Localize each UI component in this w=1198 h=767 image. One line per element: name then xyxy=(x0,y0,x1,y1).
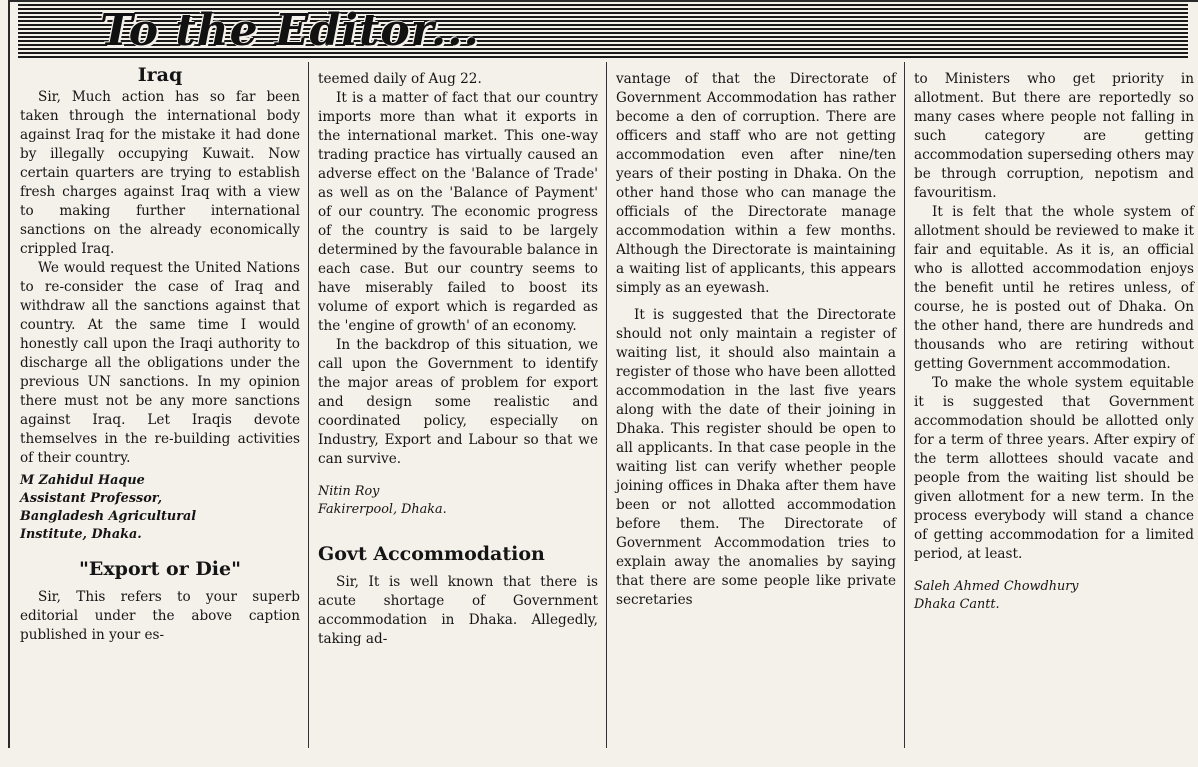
signature-line: Institute, Dhaka. xyxy=(20,527,142,542)
signature-name: Nitin Roy xyxy=(318,484,380,499)
column-divider xyxy=(308,62,309,748)
letter-paragraph: To make the whole system equitable it is suggested that Government accommodation should be allotted only for a term of three years. After expiry of the term allottees should vacate and people from the waiting list should be given allotment for a new term. In the process everybody will stand a chance of getting accommodation for a limited period, at least. xyxy=(914,375,1194,562)
signature-line: Assistant Professor, xyxy=(20,491,163,506)
signature-line: Fakirerpool, Dhaka. xyxy=(318,502,447,517)
letter-paragraph: In the backdrop of this situation, we call upon the Government to identify the major areas of problem for export and design some realistic and coordinated policy, especially on Industry, Export and Labour so that we can survive. xyxy=(318,337,598,467)
signature-name: Saleh Ahmed Chowdhury xyxy=(914,579,1079,594)
letter-paragraph: teemed daily of Aug 22. xyxy=(318,71,482,87)
letter-paragraph: It is suggested that the Directorate should not only maintain a register of waiting list, it should also maintain a register of those who have been allotted accommodation in the last five years along with the date of their joining in Dhaka. This register should be open to all applicants. In that case people in the waiting list can verify whether people joining offices in Dhaka after them have been or not allotted accommodation before them. The Directorate of Government Accommodation tries to explain away the anomalies by saying that there are some people like private secretaries xyxy=(616,307,896,608)
letter-paragraph: It is a matter of fact that our country imports more than what it exports in the international market. This one-way trading practice has virtually caused an adverse effect on the 'Balance of Trade' as well as on the 'Balance of Payment' of our country. The economic progress of the country is said to be largely determined by the favourable balance in each case. But our country seems to have miserably failed to boost its volume of export which is regarded as the 'engine of growth' of an economy. xyxy=(318,90,598,334)
column-1 xyxy=(20,62,300,645)
column-4 xyxy=(914,70,1194,614)
letter-headline-iraq: Iraq xyxy=(137,64,183,86)
signature-line: Bangladesh Agricultural xyxy=(20,509,197,524)
letter-headline-govt-accommodation: Govt Accommodation xyxy=(318,543,545,565)
column-3 xyxy=(616,70,896,610)
section-title: To the Editor... xyxy=(100,5,480,56)
signature-block xyxy=(914,578,1194,614)
signature-line: Dhaka Cantt. xyxy=(914,597,1000,612)
section-banner xyxy=(18,4,1188,58)
letter-paragraph: Sir, Much action has so far been taken through the international body against Iraq for the mistake it had done by illegally occupying Kuwait. Now certain quarters are trying to establish fresh charges against Iraq with a view to making further international sanctions on the already economically crippled Iraq. xyxy=(20,89,300,257)
letter-paragraph: Sir, It is well known that there is acute shortage of Government accommodation in Dhaka. Allegedly, taking ad- xyxy=(318,574,598,647)
top-rule xyxy=(8,0,1198,2)
letter-paragraph: It is felt that the whole system of allotment should be reviewed to make it fair and equitable. As it is, an official who is allotted accommodation enjoys the benefit until he retires unless, of course, he is posted out of Dhaka. On the other hand, there are hundreds and thousands who are retiring without getting Government accommodation. xyxy=(914,204,1194,372)
signature-block xyxy=(20,472,300,544)
letter-paragraph: vantage of that the Directorate of Government Accommodation has rather become a den of corruption. There are officers and staff who are not getting accommodation even after nine/ten years of their posting in Dhaka. On the other hand those who can manage the officials of the Directorate manage accommodation within a few months. Although the Directorate is maintaining a waiting list of applicants, this appears simply as an eyewash. xyxy=(616,71,896,296)
signature-name: M Zahidul Haque xyxy=(20,473,145,488)
letter-headline-export-or-die: "Export or Die" xyxy=(78,558,242,580)
column-divider xyxy=(606,62,607,748)
column-divider xyxy=(904,62,905,748)
signature-block xyxy=(318,483,598,519)
left-rule xyxy=(8,0,10,748)
letter-paragraph: We would request the United Nations to re-consider the case of Iraq and withdraw all the sanctions against that country. At the same time I would honestly call upon the Iraqi authority to discharge all the obligations under the previous UN sanctions. In my opinion there must not be any more sanctions against Iraq. Let Iraqis devote themselves in the re-building activities of their country. xyxy=(20,260,300,466)
letter-paragraph: Sir, This refers to your superb editorial under the above caption published in your es- xyxy=(20,589,300,643)
letter-paragraph: to Ministers who get priority in allotment. But there are reportedly so many cases where people not falling in such category are getting accommodation superseding others may be through corruption, nepotism and favouritism. xyxy=(914,71,1194,201)
column-2 xyxy=(318,70,598,649)
